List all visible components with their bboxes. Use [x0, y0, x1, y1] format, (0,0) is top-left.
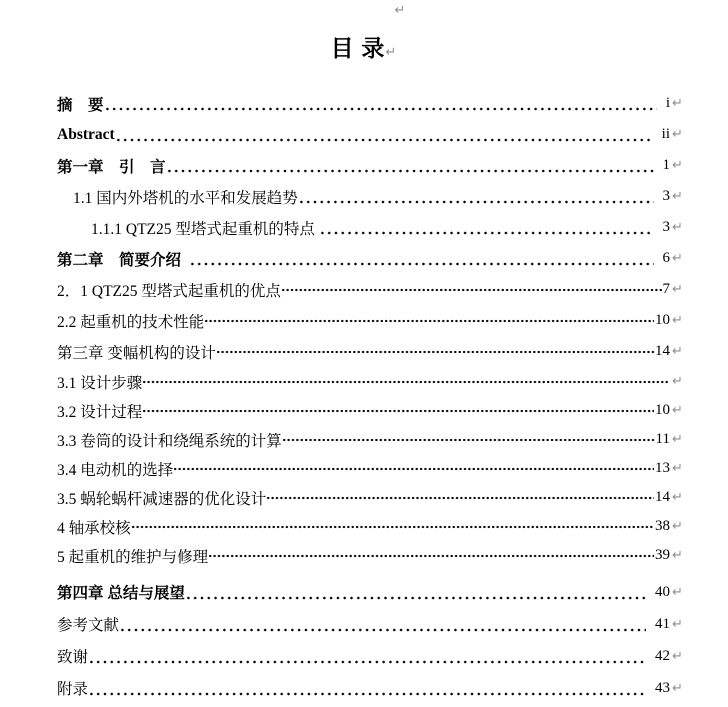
dot-leader: [88, 672, 646, 704]
toc-entry-3-3[interactable]: [57, 425, 684, 454]
paragraph-mark-icon: ↵: [394, 3, 406, 18]
toc-entry-1-1[interactable]: [57, 181, 684, 212]
page-title[interactable]: [0, 32, 728, 66]
toc-entry-label: Abstract: [57, 125, 115, 143]
paragraph-mark-icon: ↵: [672, 96, 683, 111]
dot-leader: [173, 454, 654, 483]
paragraph-mark-icon: ↵: [672, 548, 683, 563]
toc-entry-page: i: [665, 95, 670, 111]
paragraph-mark-icon: ↵: [672, 127, 683, 142]
dot-leader: [88, 640, 646, 672]
toc-entry-page: 10: [655, 312, 670, 328]
dot-leader: [104, 88, 657, 119]
paragraph-mark-icon: ↵: [672, 282, 683, 297]
toc-entry-page: 3: [662, 188, 670, 204]
toc-entry-label: 3.2 设计过程: [57, 403, 143, 421]
toc-entry-appendix[interactable]: [57, 672, 684, 704]
paragraph-mark-icon: ↵: [672, 490, 683, 505]
paragraph-mark-icon: ↵: [672, 648, 683, 664]
toc-entry-label: 3.4 电动机的选择: [57, 461, 174, 479]
paragraph-mark-icon: ↵: [385, 45, 398, 60]
toc-entry-references[interactable]: [57, 608, 684, 640]
toc-entry-label: 参考文献: [57, 617, 120, 634]
toc-entry-label: 第四章 总结与展望: [57, 585, 185, 602]
dot-leader: [281, 274, 662, 305]
toc-entry-3-5[interactable]: [57, 483, 684, 512]
dot-leader: [142, 367, 669, 396]
toc-entry-label: 摘 要: [57, 96, 104, 114]
paragraph-mark-icon: ↵: [672, 584, 683, 600]
toc-entry-page: 40: [655, 583, 670, 600]
toc-entry-label: 3.3 卷筒的设计和绕绳系统的计算: [57, 432, 282, 450]
toc-entry-page: 11: [655, 431, 670, 447]
empty-paragraph: [0, 0, 728, 20]
toc-entry-chapter3[interactable]: [57, 336, 684, 367]
toc-entry-page: 10: [655, 402, 670, 418]
toc-entry-label: 1.1.1 QTZ25 型塔式起重机的特点: [91, 220, 319, 238]
toc-entry-page: ii: [661, 126, 670, 142]
toc-entry-2-2[interactable]: [57, 305, 684, 336]
toc-entry-chapter4[interactable]: [57, 576, 684, 608]
paragraph-mark-icon: ↵: [672, 461, 683, 476]
dot-leader: [266, 483, 654, 512]
dot-leader: [282, 425, 655, 454]
toc-entry-chapter1[interactable]: [57, 150, 684, 181]
toc-entry-page: 6: [662, 250, 670, 266]
toc-entry-page: 13: [655, 460, 670, 476]
toc-entry-label: 3.5 蜗轮蜗杆减速器的优化设计: [57, 490, 267, 508]
dot-leader: [189, 243, 654, 274]
dot-leader: [298, 181, 654, 212]
toc-entry-2-1[interactable]: [57, 274, 684, 305]
paragraph-mark-icon: ↵: [672, 313, 683, 328]
toc-entry-label: 第二章 简要介绍: [57, 251, 189, 269]
paragraph-mark-icon: ↵: [672, 251, 683, 266]
paragraph-mark-icon: ↵: [672, 519, 683, 534]
toc-entry-3-4[interactable]: [57, 454, 684, 483]
toc-entry-page: 7: [662, 281, 670, 297]
paragraph-mark-icon: ↵: [672, 189, 683, 204]
dot-leader: [115, 119, 653, 150]
paragraph-mark-icon: ↵: [672, 220, 683, 235]
dot-leader: [216, 336, 654, 367]
toc-entry-abstract-en[interactable]: [57, 119, 684, 150]
toc-entry-page: 38: [655, 518, 670, 534]
toc-entry-label: 附录: [57, 681, 89, 698]
dot-leader: [131, 512, 654, 541]
toc-entry-page: 1: [662, 157, 670, 173]
dot-leader: [166, 150, 654, 181]
toc-entry-page: 43: [655, 679, 670, 696]
toc-entry-abstract-cn[interactable]: [57, 88, 684, 119]
toc-entry-label: 第一章 引 言: [57, 158, 166, 176]
page-title-text: 目 录: [330, 36, 386, 61]
toc-entry-page: 14: [655, 489, 670, 505]
paragraph-mark-icon: ↵: [672, 374, 683, 389]
table-of-contents: [0, 88, 728, 704]
paragraph-mark-icon: ↵: [672, 403, 683, 418]
toc-entry-label: 致谢: [57, 649, 89, 666]
dot-leader: [119, 608, 646, 640]
toc-entry-label: 5 起重机的维护与修理: [57, 548, 209, 566]
paragraph-mark-icon: ↵: [672, 432, 683, 447]
paragraph-mark-icon: ↵: [672, 158, 683, 173]
dot-leader: [319, 212, 654, 243]
paragraph-mark-icon: ↵: [672, 616, 683, 632]
toc-entry-3-1[interactable]: [57, 367, 684, 396]
toc-entry-label: 2．1 QTZ25 型塔式起重机的优点: [57, 282, 281, 300]
dot-leader: [142, 396, 654, 425]
toc-entry-3-2[interactable]: [57, 396, 684, 425]
dot-leader: [208, 541, 654, 570]
toc-entry-1-1-1[interactable]: [57, 212, 684, 243]
toc-entry-label: 3.1 设计步骤: [57, 374, 143, 392]
dot-leader: [204, 305, 654, 336]
toc-entry-label: 1.1 国内外塔机的水平和发展趋势: [73, 189, 298, 207]
toc-entry-page: 39: [655, 547, 670, 563]
paragraph-mark-icon: ↵: [672, 344, 683, 359]
toc-entry-page: 41: [655, 615, 670, 632]
toc-entry-label: 第三章 变幅机构的设计: [57, 344, 216, 362]
toc-entry-page: 14: [655, 343, 670, 359]
toc-entry-5[interactable]: [57, 541, 684, 570]
toc-entry-chapter2[interactable]: [57, 243, 684, 274]
toc-entry-4[interactable]: [57, 512, 684, 541]
dot-leader: [185, 576, 646, 608]
toc-entry-label: 2.2 起重机的技术性能: [57, 313, 205, 331]
toc-entry-acknowledgements[interactable]: [57, 640, 684, 672]
toc-entry-page: 3: [662, 219, 670, 235]
toc-entry-label: 4 轴承校核: [57, 519, 131, 537]
paragraph-mark-icon: ↵: [672, 680, 683, 696]
toc-entry-page: 42: [655, 647, 670, 664]
